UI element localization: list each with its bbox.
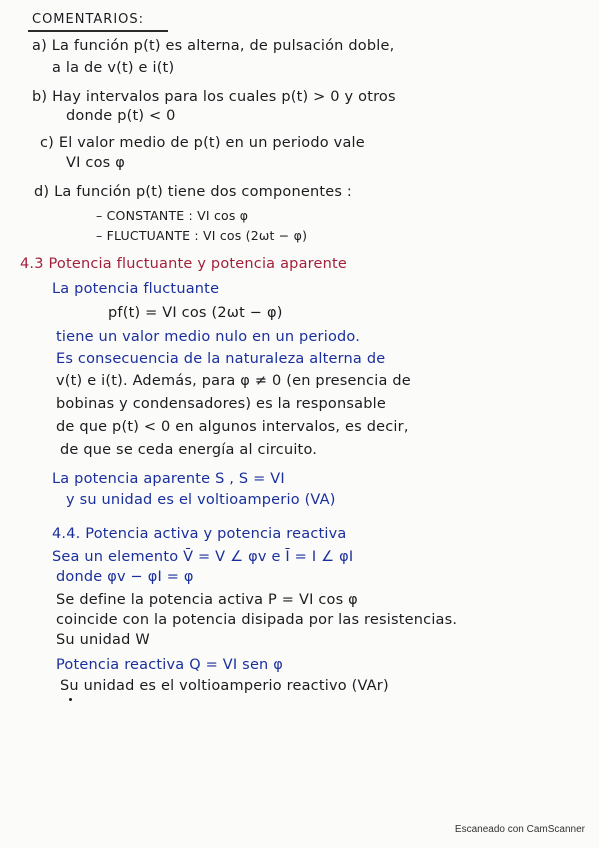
para-line-7: de que p(t) < 0 en algunos intervalos, es decir,	[56, 419, 409, 435]
title-underline	[28, 30, 168, 32]
elemento-def: Sea un elemento V̄ = V ∠ φv e Ī = I ∠ φI	[52, 549, 354, 565]
comment-b-line2: donde p(t) < 0	[66, 108, 176, 124]
comment-c-line2: VI cos φ	[66, 155, 125, 171]
formula-pf: pf(t) = VI cos (2ωt − φ)	[108, 305, 283, 321]
comment-a-line2: a la de v(t) e i(t)	[52, 60, 175, 76]
ink-dot	[69, 698, 72, 701]
para-potencia-fluctuante: La potencia fluctuante	[52, 281, 220, 297]
comment-d-constant: – CONSTANTE : VI cos φ	[96, 208, 249, 223]
potencia-reactiva-unidad: Su unidad es el voltioamperio reactivo (VAr)	[60, 678, 389, 694]
section-title: COMENTARIOS:	[32, 12, 145, 27]
heading-4-4: 4.4. Potencia activa y potencia reactiva	[52, 526, 347, 542]
para-line-5: v(t) e i(t). Además, para φ ≠ 0 (en presencia de	[56, 373, 411, 389]
potencia-activa-unidad: Su unidad W	[56, 632, 150, 648]
potencia-aparente: La potencia aparente S , S = VI	[52, 471, 285, 487]
comment-b-line1: b) Hay intervalos para los cuales p(t) > 0 y otros	[32, 89, 396, 105]
para-line-4: Es consecuencia de la naturaleza alterna de	[56, 351, 386, 367]
comment-c-line1: c) El valor medio de p(t) en un periodo vale	[40, 135, 365, 151]
comment-a-line1: a) La función p(t) es alterna, de pulsación doble,	[32, 38, 395, 54]
para-line-8: de que se ceda energía al circuito.	[60, 442, 318, 458]
potencia-activa-def: Se define la potencia activa P = VI cos φ	[56, 592, 358, 608]
heading-4-3: 4.3 Potencia fluctuante y potencia aparente	[20, 256, 348, 272]
scanner-watermark: Escaneado con CamScanner	[454, 824, 585, 835]
potencia-aparente-unidad: y su unidad es el voltioamperio (VA)	[66, 492, 336, 508]
para-line-3: tiene un valor medio nulo en un periodo.	[56, 329, 361, 345]
comment-d-fluctuante: – FLUCTUANTE : VI cos (2ωt − φ)	[96, 228, 308, 243]
fase-def: donde φv − φI = φ	[56, 569, 194, 585]
potencia-reactiva-def: Potencia reactiva Q = VI sen φ	[56, 657, 284, 673]
potencia-activa-coincide: coincide con la potencia disipada por las resistencias.	[56, 612, 458, 628]
para-line-6: bobinas y condensadores) es la responsable	[56, 396, 386, 412]
comment-d-line1: d) La función p(t) tiene dos componentes :	[34, 184, 353, 200]
